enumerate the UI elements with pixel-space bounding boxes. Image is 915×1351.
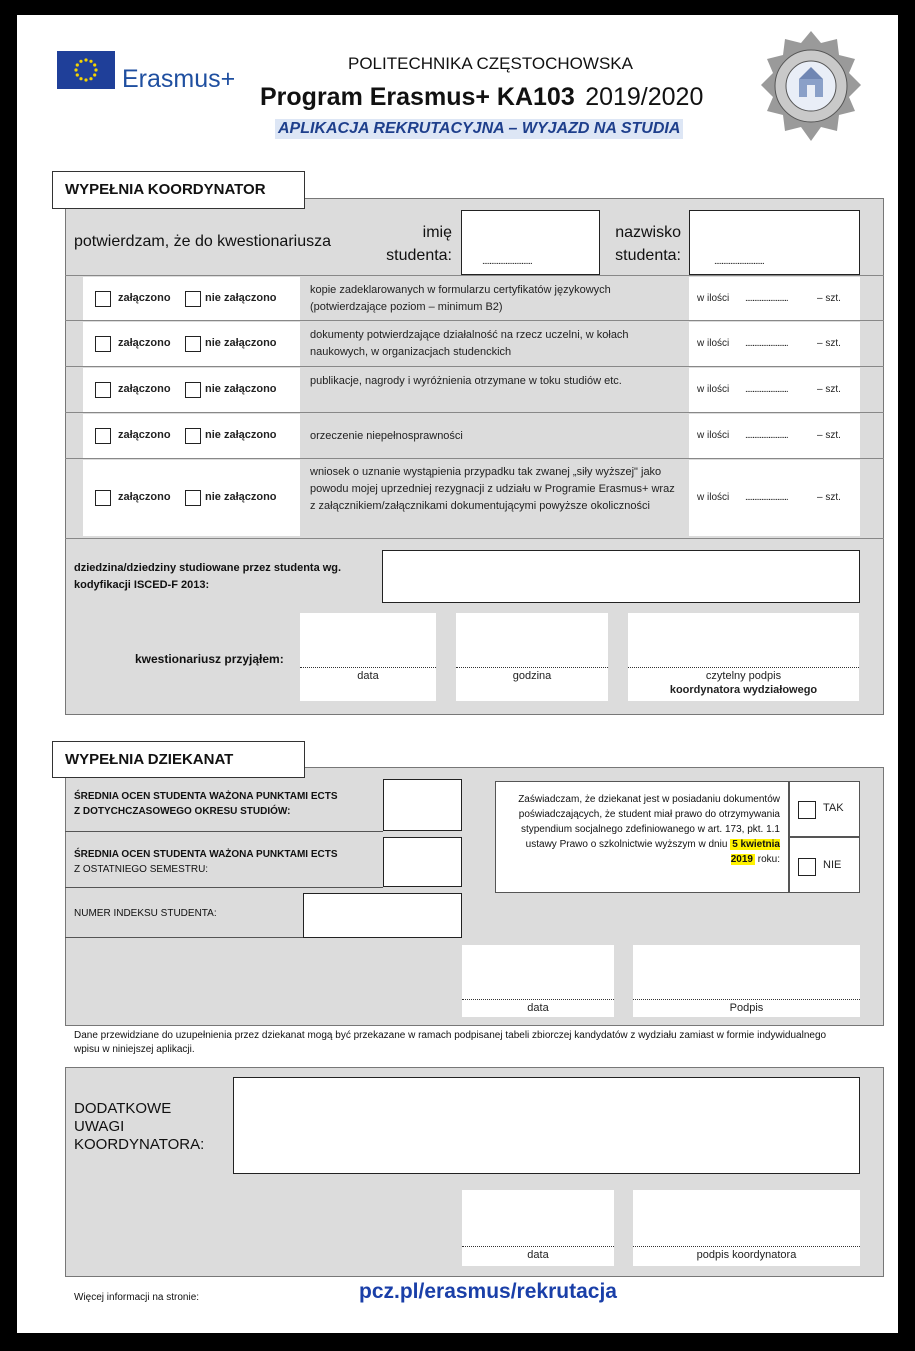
erasmus-logo-text: Erasmus+ bbox=[122, 65, 236, 93]
received-date-field[interactable] bbox=[300, 613, 436, 701]
quantity-dots: ........................ bbox=[745, 430, 788, 441]
not-attached-checkbox[interactable] bbox=[185, 291, 201, 307]
attach-options-cell bbox=[83, 414, 300, 458]
dean-date-field[interactable] bbox=[462, 945, 614, 1017]
quantity-label: w ilości bbox=[697, 492, 730, 503]
avg-last-input[interactable] bbox=[383, 837, 462, 887]
recruitment-link[interactable]: pcz.pl/erasmus/rekrutacja bbox=[359, 1280, 617, 1303]
index-label: NUMER INDEKSU STUDENTA: bbox=[74, 908, 217, 919]
attached-label: załączono bbox=[118, 383, 171, 395]
index-input[interactable] bbox=[303, 893, 462, 938]
avg-all-label-1: ŚREDNIA OCEN STUDENTA WAŻONA PUNKTAMI ECTS bbox=[74, 791, 338, 802]
avg-all-row bbox=[65, 779, 383, 832]
quantity-label: w ilości bbox=[697, 384, 730, 395]
remarks-label: DODATKOWE UWAGI KOORDYNATORA: bbox=[74, 1100, 205, 1153]
more-info-text: Więcej informacji na stronie: bbox=[74, 1292, 200, 1303]
attach-options-cell bbox=[83, 368, 300, 412]
last-name-label: nazwisko studenta: bbox=[615, 224, 681, 264]
avg-last-label-2: Z OSTATNIEGO SEMESTRU: bbox=[74, 864, 209, 875]
quantity-suffix: – szt. bbox=[817, 338, 841, 349]
not-attached-checkbox[interactable] bbox=[185, 490, 201, 506]
dean-signature-label: Podpis bbox=[729, 1002, 764, 1014]
received-date-label: data bbox=[357, 670, 379, 682]
not-attached-label: nie załączono bbox=[205, 337, 277, 349]
received-label: kwestionariusz przyjąłem: bbox=[135, 652, 284, 666]
avg-last-row bbox=[65, 837, 383, 888]
attached-label: załączono bbox=[118, 337, 171, 349]
dean-signature-field[interactable] bbox=[633, 945, 860, 1017]
document-description: dokumenty potwierdzające działalność na rzecz uczelni, w kołach naukowych, w organizacjach studenckich bbox=[310, 329, 629, 358]
remarks-date-field[interactable] bbox=[462, 1190, 614, 1266]
university-seal-icon bbox=[759, 29, 863, 147]
attached-label: załączono bbox=[118, 429, 171, 441]
eu-flag bbox=[57, 51, 115, 89]
coordinator-tab: WYPEŁNIA KOORDYNATOR bbox=[52, 171, 305, 209]
last-name-dots: ............................ bbox=[714, 256, 764, 267]
field-of-study-label: dziedzina/dziedziny studiowane przez studenta wg. kodyfikacji ISCED-F 2013: bbox=[74, 562, 342, 591]
quantity-suffix: – szt. bbox=[817, 492, 841, 503]
quantity-cell[interactable] bbox=[689, 322, 860, 366]
first-name-input[interactable] bbox=[461, 210, 600, 275]
last-name-input[interactable] bbox=[689, 210, 860, 275]
quantity-dots: ........................ bbox=[745, 338, 788, 349]
quantity-dots: ........................ bbox=[745, 492, 788, 503]
attached-label: załączono bbox=[118, 491, 171, 503]
dean-note: Dane przewidziane do uzupełnienia przez dziekanat mogą być przekazane w ramach podpisanej tabeli zbiorczej kandydatów z wydziału zamiast w formie indywidualnego wpisu w niniejszej aplikacji. bbox=[74, 1030, 827, 1055]
no-label: NIE bbox=[823, 859, 842, 871]
avg-all-input[interactable] bbox=[383, 779, 462, 831]
row-divider bbox=[65, 275, 884, 276]
quantity-dots: ........................ bbox=[745, 384, 788, 395]
remarks-input[interactable] bbox=[233, 1077, 860, 1174]
no-option-box bbox=[789, 837, 860, 893]
remarks-signature-label: podpis koordynatora bbox=[696, 1249, 797, 1261]
first-name-label: imię studenta: bbox=[386, 224, 452, 264]
quantity-label: w ilości bbox=[697, 338, 730, 349]
statement-text: Zaświadczam, że dziekanat jest w posiadaniu dokumentów poświadczających, że student miał prawo do otrzymywania stypendium socjalnego zdefiniowanego w art. 173, pkt. 1.1 ustawy Prawo o szkolnictwie wyższym w dniu bbox=[518, 794, 780, 850]
coordinator-signature-field[interactable] bbox=[628, 613, 859, 701]
avg-all-label-2: Z DOTYCHCZASOWEGO OKRESU STUDIÓW: bbox=[74, 806, 291, 817]
yes-checkbox[interactable] bbox=[798, 801, 816, 819]
attach-options-cell bbox=[83, 460, 300, 536]
coordinator-signature-label: czytelny podpis bbox=[705, 670, 782, 682]
dean-date-label: data bbox=[527, 1002, 549, 1014]
row-divider bbox=[65, 320, 884, 321]
remarks-date-label: data bbox=[527, 1249, 549, 1261]
not-attached-checkbox[interactable] bbox=[185, 336, 201, 352]
program-name: Program Erasmus+ KA103 bbox=[260, 83, 575, 111]
quantity-suffix: – szt. bbox=[817, 430, 841, 441]
quantity-suffix: – szt. bbox=[817, 293, 841, 304]
field-of-study-input[interactable] bbox=[382, 550, 860, 603]
quantity-cell[interactable] bbox=[689, 460, 860, 536]
attached-checkbox[interactable] bbox=[95, 382, 111, 398]
yes-label: TAK bbox=[823, 802, 844, 814]
quantity-cell[interactable] bbox=[689, 368, 860, 412]
coordinator-signature-label-bold: koordynatora wydziałowego bbox=[669, 684, 818, 696]
statement-date: 5 kwietnia 2019 bbox=[730, 839, 780, 865]
quantity-suffix: – szt. bbox=[817, 384, 841, 395]
row-divider bbox=[65, 412, 884, 413]
university-name: POLITECHNIKA CZĘSTOCHOWSKA bbox=[348, 54, 633, 73]
row-divider bbox=[65, 458, 884, 459]
quantity-dots: ........................ bbox=[745, 293, 788, 304]
not-attached-label: nie załączono bbox=[205, 491, 277, 503]
scholarship-statement bbox=[504, 792, 780, 867]
first-name-dots: ............................ bbox=[482, 256, 532, 267]
document-description: orzeczenie niepełnosprawności bbox=[310, 430, 463, 442]
attach-options-cell bbox=[83, 277, 300, 320]
quantity-cell[interactable] bbox=[689, 414, 860, 458]
eu-stars-icon bbox=[57, 51, 115, 89]
received-time-label: godzina bbox=[512, 670, 552, 682]
document-description: publikacje, nagrody i wyróżnienia otrzymane w toku studiów etc. bbox=[310, 375, 622, 387]
attached-checkbox[interactable] bbox=[95, 490, 111, 506]
not-attached-label: nie załączono bbox=[205, 429, 277, 441]
program-years: 2019/2020 bbox=[585, 83, 704, 111]
attached-label: załączono bbox=[118, 292, 171, 304]
not-attached-label: nie załączono bbox=[205, 292, 277, 304]
remarks-signature-field[interactable] bbox=[633, 1190, 860, 1266]
attached-checkbox[interactable] bbox=[95, 336, 111, 352]
document-description: wniosek o uznanie wystąpienia przypadku tak zwanej „siły wyższej" jako powodu mojej uprzedniej rezygnacji z udziału w Programie Erasmus+ wraz z załącznikiem/załącznikami dokumentującymi powyższe okoliczności bbox=[310, 466, 675, 512]
row-divider bbox=[65, 366, 884, 367]
no-checkbox[interactable] bbox=[798, 858, 816, 876]
confirm-text: potwierdzam, że do kwestionariusza bbox=[74, 233, 332, 250]
scholarship-statement-box bbox=[495, 781, 789, 893]
row-divider bbox=[65, 538, 884, 539]
quantity-label: w ilości bbox=[697, 293, 730, 304]
statement-post: roku: bbox=[757, 854, 780, 865]
not-attached-checkbox[interactable] bbox=[185, 382, 201, 398]
not-attached-label: nie załączono bbox=[205, 383, 277, 395]
form-page bbox=[17, 15, 898, 1333]
attach-options-cell bbox=[83, 322, 300, 366]
university-seal bbox=[759, 29, 863, 147]
quantity-label: w ilości bbox=[697, 430, 730, 441]
attached-checkbox[interactable] bbox=[95, 428, 111, 444]
received-time-field[interactable] bbox=[456, 613, 608, 701]
application-subtitle: APLIKACJA REKRUTACYJNA – WYJAZD NA STUDIA bbox=[275, 119, 683, 139]
dean-tab: WYPEŁNIA DZIEKANAT bbox=[52, 741, 305, 778]
not-attached-checkbox[interactable] bbox=[185, 428, 201, 444]
yes-option-box bbox=[789, 781, 860, 837]
attached-checkbox[interactable] bbox=[95, 291, 111, 307]
quantity-cell[interactable] bbox=[689, 277, 860, 320]
document-description: kopie zadeklarowanych w formularzu certyfikatów językowych (potwierdzające poziom – minimum B2) bbox=[310, 284, 611, 313]
index-row bbox=[65, 893, 303, 938]
avg-last-label-1: ŚREDNIA OCEN STUDENTA WAŻONA PUNKTAMI ECTS bbox=[74, 849, 338, 860]
program-title bbox=[260, 83, 703, 112]
